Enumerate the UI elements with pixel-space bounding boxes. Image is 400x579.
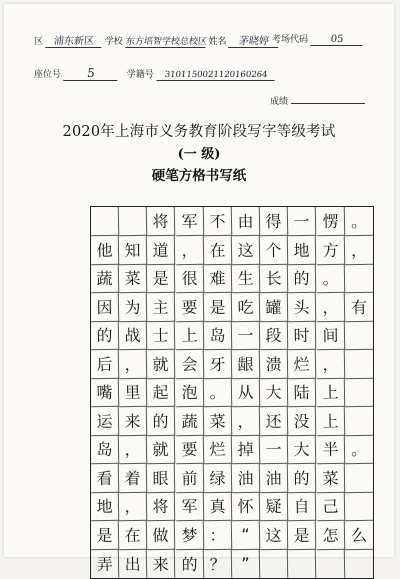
grid-cell: ？: [204, 549, 233, 578]
grid-cell: 将: [147, 207, 176, 236]
grid-cell: 牙: [204, 349, 233, 378]
grid-cell: 从: [232, 378, 261, 407]
score-value: [291, 103, 365, 104]
grid-cell: 的: [288, 264, 317, 293]
grid-cell: 一: [232, 321, 261, 350]
grid-cell: 一: [288, 207, 317, 236]
grid-row: [91, 293, 373, 322]
grid-cell: 士: [147, 321, 176, 350]
grid-cell: 大: [260, 378, 289, 407]
grid-cell: ，: [316, 292, 345, 321]
grid-cell: 岛: [204, 321, 233, 350]
grid-cell: 得: [260, 207, 289, 236]
grid-cell: [91, 207, 120, 236]
grid-cell: 出: [119, 549, 148, 578]
student-id-value: 3101150021120160264: [156, 70, 275, 81]
grid-cell: 就: [147, 435, 176, 464]
exam-code-value: 05: [310, 34, 363, 46]
grid-cell: ：: [204, 520, 233, 549]
grid-cell: [344, 349, 373, 378]
grid-cell: [316, 549, 345, 578]
grid-row: [91, 464, 373, 493]
grid-row: [91, 492, 373, 521]
paper-subtitle: 硬笔方格书写纸: [151, 168, 247, 184]
grid-cell: 菜: [316, 463, 345, 492]
grid-cell: 他: [91, 235, 120, 264]
grid-cell: 岛: [91, 435, 120, 464]
grid-cell: 菜: [119, 264, 148, 293]
grid-cell: 烂: [288, 349, 317, 378]
grid-cell: 时: [288, 321, 317, 350]
grid-cell: 陆: [288, 378, 317, 407]
grid-cell: 。: [316, 264, 345, 293]
name-value: 茅晓婷: [229, 32, 281, 48]
grid-cell: 。: [344, 207, 373, 236]
grid-cell: ”: [232, 549, 261, 578]
grid-row: [91, 264, 373, 293]
grid-row: [91, 435, 373, 464]
grid-cell: 生: [232, 264, 261, 293]
grid-cell: ，: [119, 435, 148, 464]
grid-cell: 。: [204, 378, 233, 407]
grid-cell: 看: [91, 463, 120, 492]
grid-cell: 前: [175, 463, 204, 492]
grid-cell: 是: [204, 292, 233, 321]
grid-cell: 由: [232, 207, 261, 236]
score-group: [270, 94, 365, 107]
grid-cell: [344, 492, 373, 521]
grid-cell: 嘴: [91, 378, 120, 407]
grid-cell: 军: [175, 207, 204, 236]
grid-cell: [344, 321, 373, 350]
grid-row: [91, 236, 373, 265]
grid-cell: ，: [175, 235, 204, 264]
header-row-1: [34, 32, 279, 48]
grid-cell: 在: [204, 235, 233, 264]
grid-cell: 战: [119, 321, 148, 350]
school-value: 东方培智学校总校区: [125, 34, 206, 48]
seat-label: 座位号: [34, 70, 62, 80]
grid-cell: 蔬: [91, 264, 120, 293]
grid-cell: 菜: [204, 406, 233, 435]
grid-cell: 间: [316, 321, 345, 350]
grid-cell: 主: [147, 292, 176, 321]
grid-cell: [260, 549, 289, 578]
grid-cell: 油: [260, 463, 289, 492]
grid-cell: 怀: [232, 492, 261, 521]
grid-cell: [119, 207, 148, 236]
grid-cell: 上: [316, 378, 345, 407]
grid-cell: 疑: [260, 492, 289, 521]
header-row-2: [34, 66, 275, 81]
school-label: 学校: [104, 37, 123, 47]
grid-cell: 地: [288, 235, 317, 264]
grid-cell: 要: [175, 435, 204, 464]
grid-cell: 烂: [204, 435, 233, 464]
district-value: 浦东新区: [45, 32, 103, 48]
grid-cell: 要: [175, 292, 204, 321]
grid-cell: 吃: [232, 292, 261, 321]
grid-cell: 道: [147, 235, 176, 264]
exam-title: 2020年上海市义务教育阶段写字等级考试: [62, 124, 336, 140]
grid-cell: 起: [147, 378, 176, 407]
grid-cell: 个: [260, 235, 289, 264]
grid-cell: 龈: [232, 349, 261, 378]
grid-cell: 蔬: [175, 406, 204, 435]
grid-cell: 做: [147, 520, 176, 549]
grid-row: [91, 350, 373, 379]
grid-cell: 来: [119, 406, 148, 435]
grid-cell: 会: [175, 349, 204, 378]
grid-cell: 段: [260, 321, 289, 350]
grid-cell: [344, 406, 373, 435]
grid-cell: 有: [344, 292, 373, 321]
grid-cell: 的: [91, 321, 120, 350]
grid-cell: 自: [288, 492, 317, 521]
grid-cell: 因: [91, 292, 120, 321]
grid-cell: [344, 264, 373, 293]
grid-row: [91, 521, 373, 550]
grid-cell: 还: [260, 406, 289, 435]
grid-cell: 知: [119, 235, 148, 264]
exam-code-label: 考场代码: [272, 35, 309, 45]
grid-cell: “: [232, 520, 261, 549]
grid-cell: 没: [288, 406, 317, 435]
grid-cell: 泡: [175, 378, 204, 407]
grid-cell: 着: [119, 463, 148, 492]
grid-cell: 真: [204, 492, 233, 521]
grid-cell: ，: [232, 406, 261, 435]
grid-cell: 军: [175, 492, 204, 521]
grid-cell: 溃: [260, 349, 289, 378]
grid-cell: 是: [91, 520, 120, 549]
name-label: 姓名: [208, 37, 227, 47]
grid-cell: 一: [260, 435, 289, 464]
grid-cell: 运: [91, 406, 120, 435]
grid-cell: 将: [147, 492, 176, 521]
grid-cell: 梦: [175, 520, 204, 549]
grid-cell: [344, 549, 373, 578]
grid-cell: 在: [119, 520, 148, 549]
grid-cell: 怎: [316, 520, 345, 549]
grid-cell: 绿: [204, 463, 233, 492]
grid-cell: 己: [316, 492, 345, 521]
grid-cell: 这: [260, 520, 289, 549]
grid-cell: 就: [147, 349, 176, 378]
grid-cell: 里: [119, 378, 148, 407]
writing-grid: [90, 206, 374, 579]
score-label: 成绩: [270, 97, 289, 107]
grid-row: [91, 407, 373, 436]
grid-cell: 的: [175, 549, 204, 578]
grid-cell: ，: [119, 349, 148, 378]
grid-cell: 不: [204, 207, 233, 236]
grid-cell: 愣: [316, 207, 345, 236]
grid-cell: ，: [344, 235, 373, 264]
grid-row: [91, 378, 373, 407]
grid-cell: [344, 463, 373, 492]
student-id-label: 学籍号: [126, 70, 154, 80]
grid-row: [91, 549, 373, 578]
exam-level: (一 级): [177, 147, 221, 162]
exam-paper: [4, 4, 394, 574]
grid-cell: 掉: [232, 435, 261, 464]
grid-cell: 方: [316, 235, 345, 264]
grid-cell: 么: [344, 520, 373, 549]
grid-cell: 这: [232, 235, 261, 264]
grid-row: [91, 321, 373, 350]
grid-cell: 上: [316, 406, 345, 435]
grid-cell: 大: [288, 435, 317, 464]
grid-cell: 是: [288, 520, 317, 549]
district-label: 区: [34, 37, 44, 47]
grid-cell: 后: [91, 349, 120, 378]
grid-cell: [288, 549, 317, 578]
grid-cell: 眼: [147, 463, 176, 492]
grid-cell: ，: [316, 349, 345, 378]
grid-cell: 很: [175, 264, 204, 293]
grid-cell: 难: [204, 264, 233, 293]
grid-cell: 弄: [91, 549, 120, 578]
exam-code-group: [272, 32, 363, 46]
grid-cell: 半: [316, 435, 345, 464]
grid-cell: 。: [344, 435, 373, 464]
grid-cell: 上: [175, 321, 204, 350]
grid-cell: 是: [147, 264, 176, 293]
grid-cell: ，: [119, 492, 148, 521]
grid-cell: 头: [288, 292, 317, 321]
grid-cell: 为: [119, 292, 148, 321]
grid-cell: 来: [147, 549, 176, 578]
grid-cell: 罐: [260, 292, 289, 321]
grid-cell: 地: [91, 492, 120, 521]
grid-cell: 的: [288, 463, 317, 492]
grid-cell: 油: [232, 463, 261, 492]
grid-row: [91, 207, 373, 236]
grid-cell: 的: [147, 406, 176, 435]
grid-cell: [344, 378, 373, 407]
grid-cell: 长: [260, 264, 289, 293]
seat-value: 5: [63, 66, 119, 81]
